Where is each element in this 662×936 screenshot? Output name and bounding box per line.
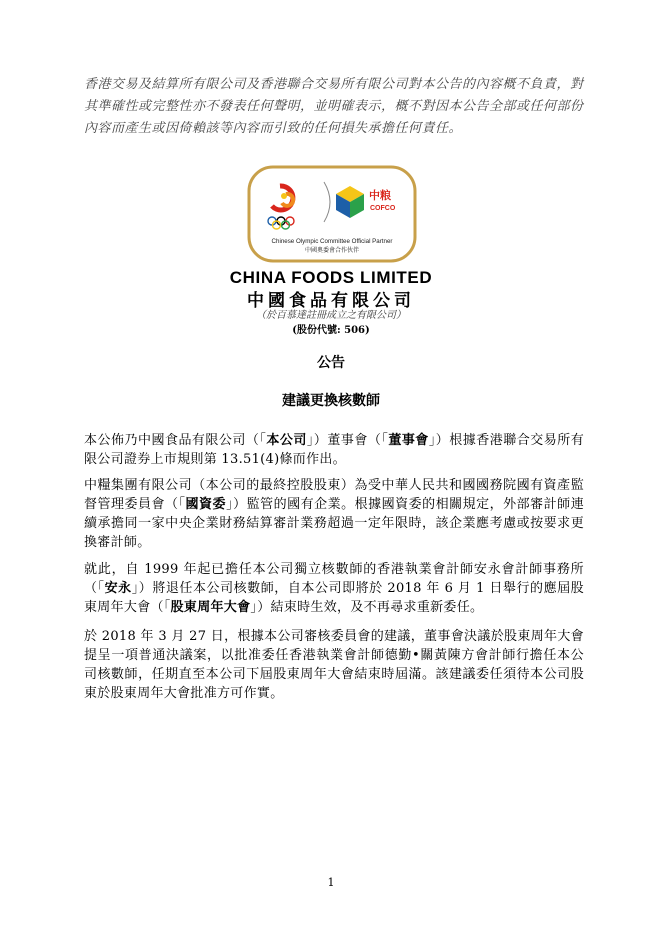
olympic-emblem-icon: [268, 186, 294, 229]
olympic-partner-zh: 中國奧委會合作伙伴: [304, 247, 360, 254]
disclaimer-text: 香港交易及結算所有限公司及香港聯合交易所有限公司對本公告的內容概不負責，對其準確性或完整性亦不發表任何聲明，並明確表示，概不對因本公告全部或任何部份內容而產生或因倚賴該等內容而引致的任何損失承擔任何責任。: [84, 77, 584, 136]
company-name-en: CHINA FOODS LIMITED: [229, 268, 433, 287]
cofco-en-text: COFCO: [370, 205, 396, 212]
incorporation-note: （於百慕達註冊成立之有限公司）: [256, 310, 406, 321]
announcement-heading: 公告: [317, 355, 345, 371]
paragraph-3: 就此，自 1999 年起已擔任本公司獨立核數師的香港執業會計師安永會計師事務所（「安永」）將退任本公司核數師，自本公司即將於 2018 年 6 月 1 日舉行的應屆股東周年大會（「股東周年大會」）結束時生效，及不再尋求重新委任。: [84, 562, 584, 615]
paragraph-4: 於 2018 年 3 月 27 日，根據本公司審核委員會的建議，董事會決議於股東周年大會提呈一項普通決議案，以批准委任香港執業會計師德勤•關黃陳方會計師行擔任本公司核數師，任期直至本公司下屆股東周年大會結束時屆滿。該建議委任須待本公司股東於股東周年大會批准方可作實。: [84, 629, 584, 701]
olympic-partner-en: Chinese Olympic Committee Official Partner: [271, 238, 393, 245]
announcement-title: 建議更換核數師: [282, 393, 380, 409]
paragraph-1: 本公佈乃中國食品有限公司（「本公司」）董事會（「董事會」）根據香港聯合交易所有限公司證券上市規則第 13.51(4)條而作出。: [84, 433, 585, 467]
paragraph-2: 中糧集團有限公司（本公司的最終控股股東）為受中華人民共和國國務院國有資產監督管理委員會（「國資委」）監管的國有企業。根據國資委的相關規定，外部審計師連續承擔同一家中央企業財務結算審計業務超過一定年限時，該企業應考慮或按要求更換審計師。: [84, 478, 584, 550]
cofco-cube-icon: [336, 186, 364, 218]
cofco-zh-text: 中粮: [369, 189, 391, 202]
company-name-zh: 中國食品有限公司: [247, 291, 415, 311]
page-number: 1: [327, 876, 335, 889]
stock-code: (股份代號: 506): [292, 325, 370, 336]
company-logo: [246, 164, 418, 264]
